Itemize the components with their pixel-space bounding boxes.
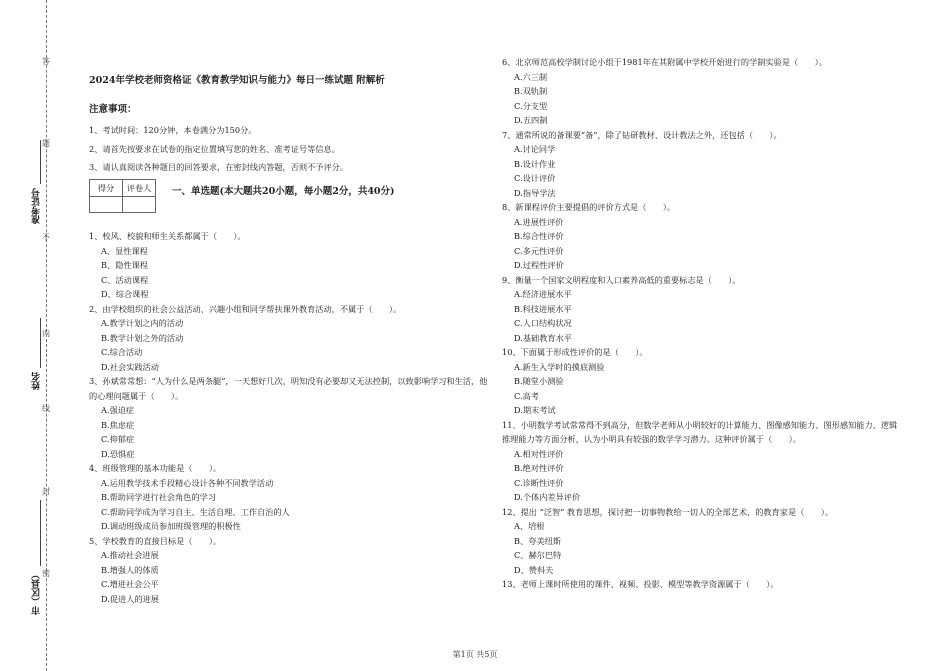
question-block bbox=[89, 534, 489, 607]
option: D、综合课程 bbox=[101, 289, 149, 299]
option: D.期末考试 bbox=[514, 405, 556, 415]
score-table bbox=[89, 179, 156, 214]
question-block bbox=[502, 128, 902, 201]
question-text: 5、学校教育的直接目标是（ ）。 bbox=[89, 535, 222, 546]
question-block bbox=[89, 229, 489, 302]
question-block bbox=[502, 273, 902, 346]
option: C.综合活动 bbox=[101, 347, 143, 357]
option: C、活动课程 bbox=[101, 274, 149, 285]
margin-word-question: 题 bbox=[42, 139, 50, 148]
question-block bbox=[89, 374, 489, 461]
name-label: 姓名 bbox=[32, 372, 42, 390]
option: C.分支型 bbox=[514, 100, 548, 111]
option: D.指导学法 bbox=[514, 187, 556, 198]
option: D、赞科夫 bbox=[514, 564, 554, 575]
question-block bbox=[502, 577, 902, 592]
option: C.设计评价 bbox=[514, 173, 556, 183]
option: A.教学计划之内的活动 bbox=[101, 318, 184, 328]
question-text: 9、衡量一个国家文明程度和人口素养高低的重要标志是（ ）。 bbox=[502, 274, 741, 285]
option: C、赫尔巴特 bbox=[514, 550, 562, 560]
option: D.调动班级成员参加班级管理的积极性 bbox=[101, 521, 241, 531]
margin-word-answer: 答 bbox=[42, 57, 50, 66]
margin-word-not: 不 bbox=[42, 233, 50, 242]
option: A.经济进展水平 bbox=[514, 289, 572, 299]
question-block bbox=[89, 302, 489, 375]
section-heading: 一、单选题(本大题共20小题，每小题2分，共40分) bbox=[172, 185, 395, 197]
page-title: 2024年学校老师资格证《教育教学知识与能力》每日一练试题 附解析 bbox=[89, 75, 385, 86]
question-text: 10、下面属于形成性评价的是（ ）。 bbox=[502, 347, 648, 357]
margin-word-seal: 封 bbox=[42, 487, 50, 496]
option: C.帮助同学成为学习自主、生活自理、工作自治的人 bbox=[101, 506, 290, 517]
option: D.过程性评价 bbox=[514, 260, 564, 270]
option: C.抑郁症 bbox=[101, 434, 135, 444]
margin-word-secret: 密 bbox=[42, 569, 50, 578]
option: C.人口结构状况 bbox=[514, 318, 572, 328]
grader-cell[interactable] bbox=[123, 197, 156, 213]
option: C.诊断性评价 bbox=[514, 477, 564, 488]
option: D.五四制 bbox=[514, 115, 548, 125]
option: C.增进社会公平 bbox=[101, 579, 159, 589]
exam-number-line bbox=[40, 140, 41, 184]
option: B.绝对性评价 bbox=[514, 463, 564, 473]
margin-word-inside: 内 bbox=[42, 329, 50, 338]
question-block bbox=[502, 418, 902, 505]
question-text: 8、新课程评价主要提倡的评价方式是（ ）。 bbox=[502, 202, 676, 212]
option: A、培根 bbox=[514, 521, 545, 531]
option: A.强迫症 bbox=[101, 405, 135, 415]
option: A.相对性评价 bbox=[514, 448, 564, 459]
question-text: 7、通常所说的备课要“备”，除了钻研教材、设计教法之外，还包括（ ）。 bbox=[502, 129, 782, 140]
question-block bbox=[502, 505, 902, 578]
score-header: 得分 bbox=[90, 179, 123, 197]
option: B.增强人的体质 bbox=[101, 564, 159, 575]
question-text: 13、老师上课时所使用的课件、视频、投影、模型等教学资源属于（ ）。 bbox=[502, 579, 779, 589]
option: A.运用教学技术手段精心设计各种不同教学活动 bbox=[101, 477, 274, 488]
option: B、夸美纽斯 bbox=[514, 535, 561, 546]
question-block bbox=[89, 461, 489, 534]
question-text: 4、班级管理的基本功能是（ ）。 bbox=[89, 463, 222, 473]
score-cell[interactable] bbox=[90, 197, 123, 213]
grader-header: 评卷人 bbox=[123, 179, 156, 197]
question-text: 1、校风、校貌和师生关系都属于（ ）。 bbox=[89, 231, 246, 241]
option: A.新生入学时的摸底测验 bbox=[514, 361, 605, 372]
district-line bbox=[40, 500, 41, 566]
option: C.多元性评价 bbox=[514, 245, 564, 256]
question-block bbox=[502, 55, 902, 128]
option: A、显性课程 bbox=[101, 245, 148, 256]
note-item: 2、请首先按要求在试卷的指定位置填写您的姓名、准考证号等信息。 bbox=[89, 143, 340, 154]
option: D.基础教育水平 bbox=[514, 332, 572, 343]
option: D.个体内差异评价 bbox=[514, 492, 581, 502]
option: B.帮助同学进行社会角色的学习 bbox=[101, 492, 217, 502]
question-text: 11、小明数学考试常常得不到高分，但数学老师从小明较好的计算能力、图像感知能力、图形感知能力、逻辑推理能力等方面分析，认为小明具有较强的数学学习潜力。这种评价属于（ ）。 bbox=[502, 419, 898, 444]
note-item: 1、考试时间：120分钟，本卷满分为150分。 bbox=[89, 125, 257, 135]
option: B.设计作业 bbox=[514, 158, 556, 169]
notes-heading: 注意事项： bbox=[89, 103, 137, 115]
option: B.随堂小测验 bbox=[514, 376, 564, 386]
district-label: 市（区县） bbox=[32, 570, 42, 615]
question-block bbox=[502, 200, 902, 273]
option: D.促进人的进展 bbox=[101, 593, 159, 604]
right-column bbox=[502, 55, 902, 592]
question-text: 3、孙斌常常想：“人为什么是两条腿”，一天想好几次，明知没有必要却又无法控制，以致影响学习和生活，他的心理问题属于（ ）。 bbox=[89, 376, 488, 401]
exam-number-label: 准考证号 bbox=[32, 188, 42, 224]
option: B.双轨制 bbox=[514, 86, 548, 96]
option: A.六三制 bbox=[514, 71, 548, 82]
note-item: 3、请认真阅读各种题目的回答要求，在密封线内答题，否则不予评分。 bbox=[89, 162, 349, 172]
option: B.科技进展水平 bbox=[514, 303, 572, 314]
question-text: 12、提出 “泛智” 教育思想，探讨把一切事物教给一切人的全部艺术，的教育家是（ ）。 bbox=[502, 506, 834, 517]
option: D.社会实践活动 bbox=[101, 361, 159, 372]
margin-word-line: 线 bbox=[42, 404, 50, 413]
option: A.讨论同学 bbox=[514, 144, 556, 154]
option: B、隐性课程 bbox=[101, 260, 148, 270]
option: B.焦虑症 bbox=[101, 419, 135, 430]
question-block bbox=[502, 345, 902, 418]
option: B.综合性评价 bbox=[514, 231, 564, 241]
question-text: 6、北京师范高校学制讨论小组于1981年在其附属中学校开始进行的学制实验是（ ）。 bbox=[502, 57, 827, 67]
left-column bbox=[89, 74, 489, 606]
option: A.推动社会进展 bbox=[101, 550, 159, 560]
option: B.教学计划之外的活动 bbox=[101, 332, 184, 343]
name-line bbox=[40, 318, 41, 368]
score-area bbox=[89, 179, 489, 214]
option: C.高考 bbox=[514, 390, 539, 401]
option: D.恐惧症 bbox=[101, 448, 135, 459]
question-text: 2、由学校组织的社会公益活动、兴趣小组和同学帮扶课外教育活动，不属于（ ）。 bbox=[89, 303, 402, 314]
option: A.进展性评价 bbox=[514, 216, 564, 227]
page-footer: 第1页 共5页 bbox=[452, 650, 498, 659]
